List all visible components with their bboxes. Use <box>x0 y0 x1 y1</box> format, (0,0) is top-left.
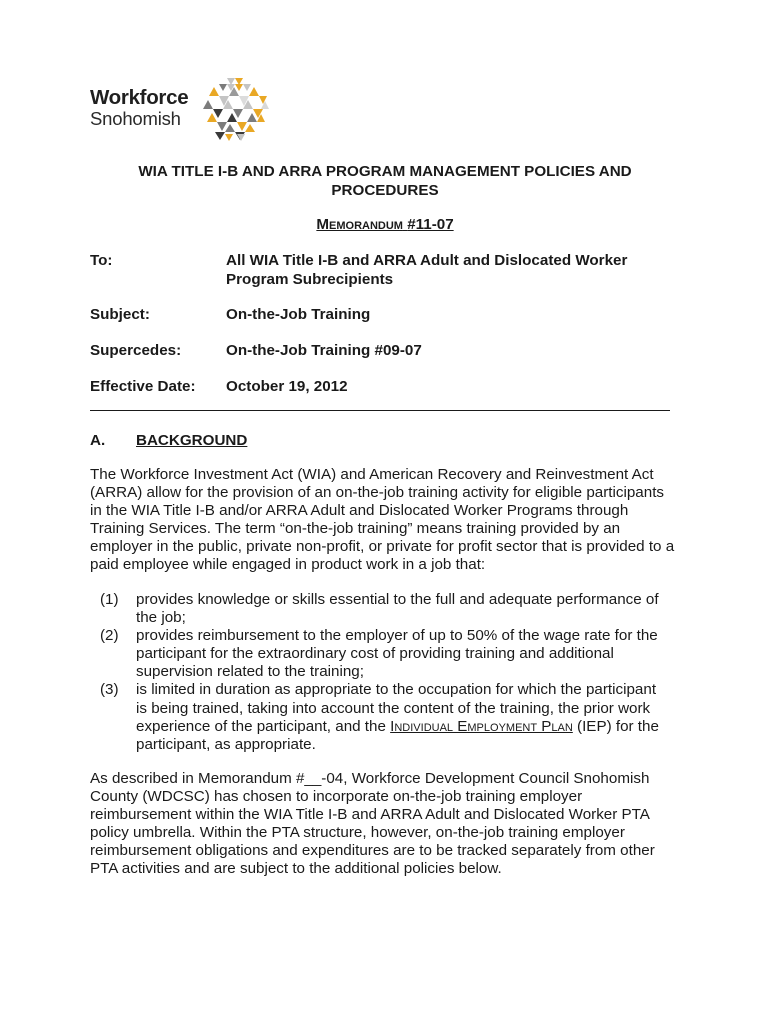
logo-triangle <box>227 113 237 122</box>
list-item-text: provides reimbursement to the employer of up to 50% of the wage rate for the participant for the extraordinary cost of providing training and additional supervision related to the training; <box>136 627 658 681</box>
logo-triangle <box>235 78 243 85</box>
logo-region-name: Snohomish <box>90 107 181 129</box>
logo-triangle <box>235 84 243 91</box>
logo-triangle <box>245 124 255 132</box>
list-item-text <box>136 681 670 753</box>
subject-value: On-the-Job Training <box>226 306 371 323</box>
logo-triangle <box>237 134 245 141</box>
individual-employment-plan-term: Individual Employment Plan <box>390 717 573 735</box>
memorandum-id: #11-07 <box>407 216 454 233</box>
list-item-number: (1) <box>100 591 119 608</box>
memorandum-number <box>0 216 770 233</box>
logo-triangle <box>225 134 233 141</box>
to-value: All WIA Title I-B and ARRA Adult and Dislocated Worker Program Subrecipients <box>226 252 628 288</box>
logo-wordmark <box>90 88 188 128</box>
header-divider <box>90 410 670 411</box>
list-item-text: provides knowledge or skills essential to the full and adequate performance of the job; <box>136 591 659 627</box>
logo-triangle <box>209 87 219 96</box>
list-item <box>100 591 670 627</box>
section-heading: BACKGROUND <box>136 432 248 449</box>
logo-triangle <box>219 84 227 91</box>
memorandum-label: Memorandum <box>316 216 403 233</box>
list-item <box>100 627 670 681</box>
list-item-text-start: is limited in duration as appropriate to the occupation for which the participant is being trained, taking into account the content of the training, the prior work experience of the participant, and the <box>136 681 657 735</box>
logo-triangle <box>213 109 223 118</box>
organization-logo <box>90 76 280 142</box>
list-item-number: (2) <box>100 627 119 645</box>
ojt-criteria-list <box>100 591 670 754</box>
logo-triangle <box>217 122 227 131</box>
logo-triangle <box>203 100 213 109</box>
document-title: WIA TITLE I-B AND ARRA PROGRAM MANAGEMENT POLICIES AND PROCEDURES <box>138 163 632 199</box>
triangle-mosaic-logo-icon <box>199 76 271 142</box>
supercedes-label: Supercedes: <box>90 342 182 359</box>
subject-row <box>90 306 690 326</box>
list-item <box>100 681 670 753</box>
logo-triangle <box>237 122 247 131</box>
pta-policy-paragraph: As described in Memorandum #__-04, Workforce Development Council Snohomish County (WDCSC) has chosen to incorporate on-the-job training employer reimbursement within the WIA Title I-B and ARRA Adult and Dislocated Worker PTA policy umbrella. Within the PTA structure, however, on-the-job training employer reimbursement obligations and expenditures are to be tracked separately from other PTA activities and are subject to the additional policies below. <box>90 770 655 878</box>
background-intro-paragraph: The Workforce Investment Act (WIA) and American Recovery and Reinvestment Act (ARRA) allow for the provision of an on-the-job training activity for eligible participants in the WIA Title I-B and/or ARRA Adult and Dislocated Worker Programs through Training Services. The term “on-the-job training” means training provided by an employer in the public, private non-profit, or private for profit sector that is provided to a paid employee while engaged in product work in a job that: <box>90 466 675 574</box>
list-item-number: (3) <box>100 681 119 699</box>
logo-triangle <box>215 132 225 140</box>
to-label: To: <box>90 252 113 269</box>
list-item-text-end: (IEP) for the participant, as appropriate. <box>136 717 659 753</box>
section-number: A. <box>90 432 106 449</box>
logo-org-name: Workforce <box>90 86 189 109</box>
logo-triangle <box>225 124 235 132</box>
supercedes-value: On-the-Job Training #09-07 <box>226 342 422 359</box>
logo-triangle <box>249 87 259 96</box>
effective-date-row <box>90 378 690 398</box>
logo-triangle <box>207 113 217 122</box>
subject-label: Subject: <box>90 306 150 323</box>
to-row <box>90 252 690 292</box>
logo-triangle <box>233 109 243 118</box>
effective-date-label: Effective Date: <box>90 378 196 395</box>
logo-triangle <box>247 113 257 122</box>
supercedes-row <box>90 342 690 362</box>
effective-date-value: October 19, 2012 <box>226 378 348 395</box>
logo-triangle <box>227 78 235 85</box>
logo-triangle <box>243 84 251 91</box>
